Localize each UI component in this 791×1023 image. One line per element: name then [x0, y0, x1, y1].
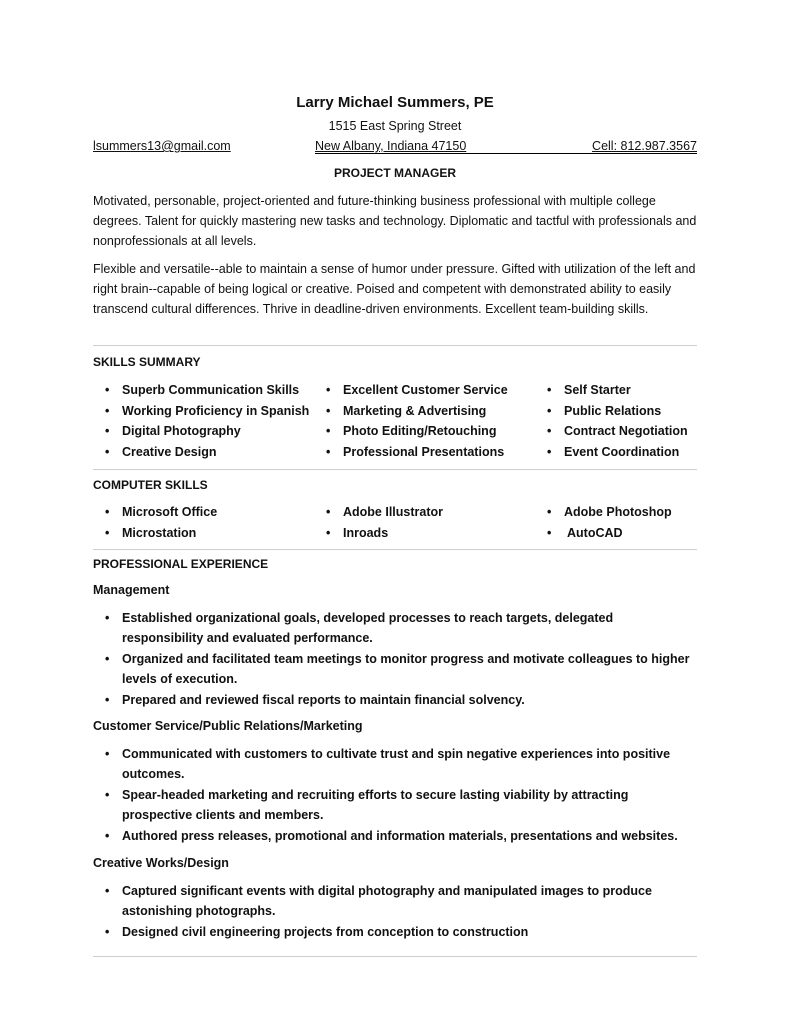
contact-divider [315, 153, 697, 154]
skills-column-1 [93, 380, 309, 462]
skill-item: • Public Relations [535, 401, 688, 422]
computer-skill-item: • Inroads [314, 523, 443, 544]
computer-skills-column-3 [535, 502, 672, 543]
skill-item: • Superb Communication Skills [93, 380, 309, 401]
section-divider [93, 345, 697, 346]
experience-item: • Captured significant events with digital photography and manipulated images to produce astonishing photographs. [93, 881, 697, 921]
skills-heading: SKILLS SUMMARY [93, 355, 201, 369]
skill-item: • Working Proficiency in Spanish [93, 401, 309, 422]
experience-item: • Established organizational goals, developed processes to reach targets, delegated responsibility and evaluated performance. [93, 608, 697, 648]
city-state-zip: New Albany, Indiana 47150 [315, 139, 467, 153]
skill-item: • Photo Editing/Retouching [314, 421, 508, 442]
job-title: PROJECT MANAGER [333, 166, 456, 180]
experience-item: • Organized and facilitated team meetings to monitor progress and motivate colleagues to higher levels of execution. [93, 649, 697, 689]
street-address: 1515 East Spring Street [328, 119, 462, 133]
experience-item: • Prepared and reviewed fiscal reports to maintain financial solvency. [93, 690, 697, 710]
summary-paragraph-1: Motivated, personable, project-oriented and future-thinking business professional with multiple college degrees. Talent for quickly mastering new tasks and technology. Diplomatic and tactful with professionals and nonprofessionals at all levels. [93, 194, 697, 248]
email-link[interactable]: lsummers13@gmail.com [93, 139, 231, 153]
experience-group-title: Management [93, 583, 170, 597]
computer-skill-item: • Adobe Illustrator [314, 502, 443, 523]
section-divider [93, 956, 697, 957]
summary-paragraph-2: Flexible and versatile--able to maintain a sense of humor under pressure. Gifted with utilization of the left and right brain--capable of being logical or creative. Poised and competent with demonstrated ability to easily transcend cultural differences. Thrive in deadline-driven environments. Excellent team-building skills. [93, 262, 696, 316]
computer-skill-item: • Microstation [93, 523, 217, 544]
skill-item: • Creative Design [93, 442, 309, 463]
section-divider [93, 549, 697, 550]
section-divider [93, 469, 697, 470]
experience-heading: PROFESSIONAL EXPERIENCE [93, 557, 269, 571]
computer-skill-item: • Microsoft Office [93, 502, 217, 523]
experience-list-customer-service [93, 744, 697, 847]
experience-list-management [93, 608, 697, 711]
skill-item: • Professional Presentations [314, 442, 508, 463]
candidate-name: Larry Michael Summers, PE [296, 94, 494, 111]
computer-skills-column-1 [93, 502, 217, 543]
cell-phone: Cell: 812.987.3567 [592, 139, 697, 153]
experience-list-creative [93, 881, 697, 943]
skill-item: • Marketing & Advertising [314, 401, 508, 422]
experience-group-title: Customer Service/Public Relations/Marketing [93, 719, 363, 733]
computer-skills-heading: COMPUTER SKILLS [93, 478, 208, 492]
experience-item: • Authored press releases, promotional and information materials, presentations and websites. [93, 826, 697, 846]
experience-item: • Spear-headed marketing and recruiting efforts to secure lasting viability by attracting prospective clients and members. [93, 785, 697, 825]
skill-item: • Self Starter [535, 380, 688, 401]
skill-item: • Contract Negotiation [535, 421, 688, 442]
skill-item: • Excellent Customer Service [314, 380, 508, 401]
skills-column-3 [535, 380, 688, 462]
skills-column-2 [314, 380, 508, 462]
computer-skills-column-2 [314, 502, 443, 543]
computer-skill-item: • AutoCAD [535, 523, 672, 544]
skill-item: • Digital Photography [93, 421, 309, 442]
experience-item: • Communicated with customers to cultivate trust and spin negative experiences into positive outcomes. [93, 744, 697, 784]
skill-item: • Event Coordination [535, 442, 688, 463]
experience-item: • Designed civil engineering projects from conception to construction [93, 922, 697, 942]
experience-group-title: Creative Works/Design [93, 856, 229, 870]
computer-skill-item: • Adobe Photoshop [535, 502, 672, 523]
